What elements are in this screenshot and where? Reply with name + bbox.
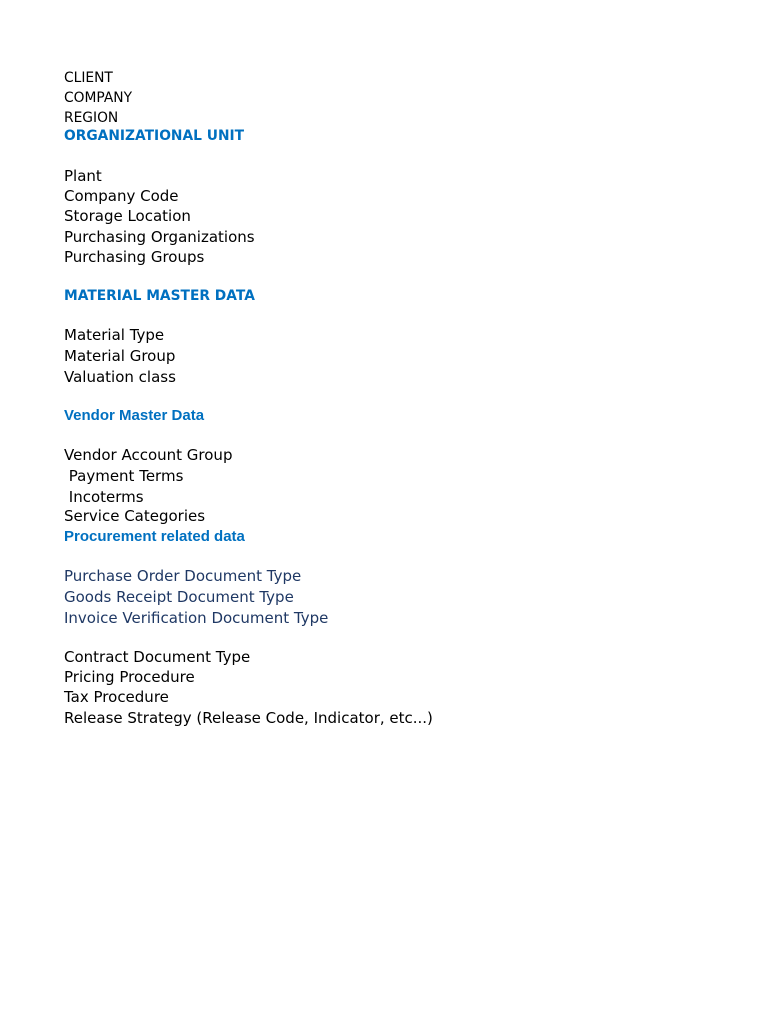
procurement-item-contract-document-type: Contract Document Type xyxy=(64,648,251,666)
vendor-item-service-categories: Service Categories xyxy=(64,507,206,525)
procurement-item-release-strategy: Release Strategy (Release Code, Indicator, etc...) xyxy=(64,709,433,727)
section-heading-material-master-data: MATERIAL MASTER DATA xyxy=(64,288,255,304)
procurement-item-purchase-order-document-type: Purchase Order Document Type xyxy=(64,567,302,585)
vendor-item-account-group: Vendor Account Group xyxy=(64,446,233,464)
header-line-client: CLIENT xyxy=(64,70,113,86)
material-item-material-type: Material Type xyxy=(64,326,165,344)
section-heading-organizational-unit: ORGANIZATIONAL UNIT xyxy=(64,128,245,144)
section-heading-procurement-related-data: Procurement related data xyxy=(64,528,245,545)
org-unit-item-purchasing-organizations: Purchasing Organizations xyxy=(64,228,255,246)
vendor-item-incoterms: Incoterms xyxy=(64,488,144,506)
section-heading-vendor-master-data: Vendor Master Data xyxy=(64,407,205,424)
material-item-material-group: Material Group xyxy=(64,347,176,365)
org-unit-item-storage-location: Storage Location xyxy=(64,207,191,225)
procurement-item-pricing-procedure: Pricing Procedure xyxy=(64,668,195,686)
procurement-item-invoice-verification-document-type: Invoice Verification Document Type xyxy=(64,609,329,627)
material-item-valuation-class: Valuation class xyxy=(64,368,176,386)
header-line-region: REGION xyxy=(64,110,119,126)
org-unit-item-purchasing-groups: Purchasing Groups xyxy=(64,248,205,266)
org-unit-item-company-code: Company Code xyxy=(64,187,179,205)
header-line-company: COMPANY xyxy=(64,90,133,106)
procurement-item-tax-procedure: Tax Procedure xyxy=(64,688,169,706)
vendor-item-payment-terms: Payment Terms xyxy=(64,467,184,485)
org-unit-item-plant: Plant xyxy=(64,167,102,185)
procurement-item-goods-receipt-document-type: Goods Receipt Document Type xyxy=(64,588,294,606)
